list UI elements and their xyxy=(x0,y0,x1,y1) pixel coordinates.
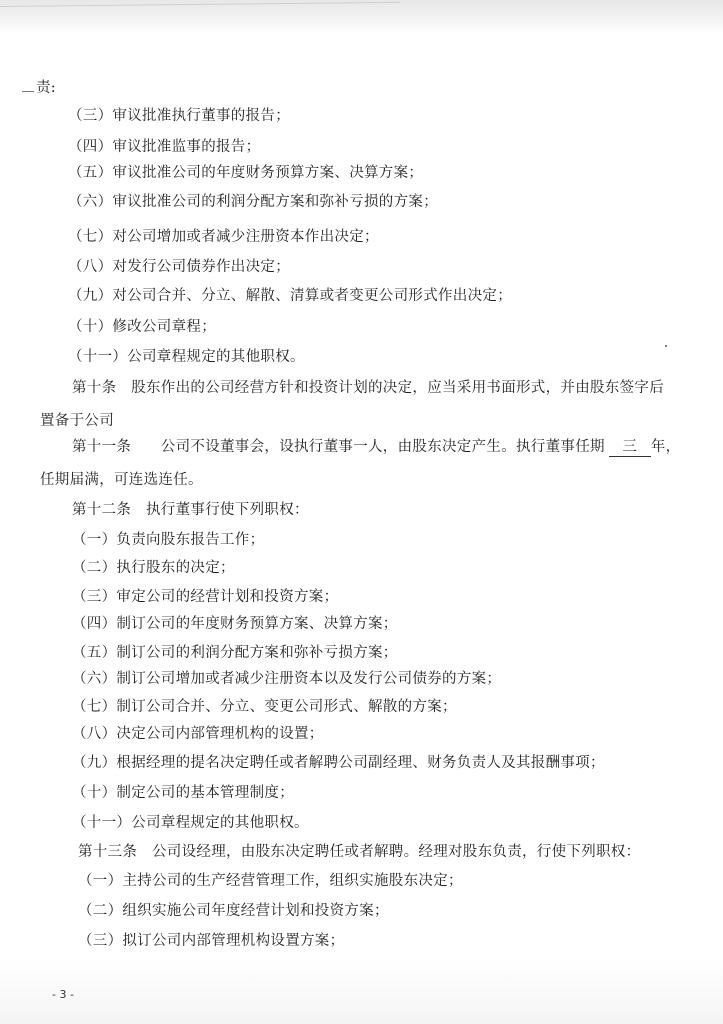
text-line-item: （五）审议批准公司的年度财务预算方案、决算方案； xyxy=(68,165,424,181)
scan-bottom-shadow xyxy=(0,958,723,1024)
term-years-blank: 三 xyxy=(609,438,651,457)
text-line-item: （一）主持公司的生产经营管理工作，组织实施股东决定； xyxy=(78,873,463,889)
text-line-item: （二）组织实施公司年度经营计划和投资方案； xyxy=(78,903,389,919)
text-line-item: （三）审议批准执行董事的报告； xyxy=(68,108,290,124)
text-line-item: （六）审议批准公司的利润分配方案和弥补亏损的方案； xyxy=(68,194,438,210)
text-line-item: （十一）公司章程规定的其他职权。 xyxy=(72,815,309,831)
text-line-item: （八）决定公司内部管理机构的设置； xyxy=(72,726,324,742)
text-line-item: （一）负责向股东报告工作； xyxy=(72,532,265,548)
text-line-item: （七）对公司增加或者减少注册资本作出决定； xyxy=(68,229,379,245)
text-line-item: （十一）公司章程规定的其他职权。 xyxy=(68,349,305,365)
scan-mark xyxy=(22,91,34,92)
text-line-item: （七）制订公司合并、分立、变更公司形式、解散的方案； xyxy=(72,699,457,715)
article-11-heading xyxy=(72,437,680,457)
text-line-item: （二）执行股东的决定； xyxy=(72,560,235,576)
text-line-item: （十）制定公司的基本管理制度； xyxy=(72,785,294,801)
page-number: - 3 - xyxy=(52,988,74,1001)
text-line-continuation: 任期届满，可连选连任。 xyxy=(40,472,203,488)
text-line-item: （九）根据经理的提名决定聘任或者解聘公司副经理、财务负责人及其报酬事项； xyxy=(72,755,605,771)
text-line-item: （八）对发行公司债券作出决定； xyxy=(68,259,290,275)
text-line-item: （十）修改公司章程； xyxy=(68,319,216,335)
text-line-item: （六）制订公司增加或者减少注册资本以及发行公司债券的方案； xyxy=(72,671,502,687)
text-line-item: （三）审定公司的经营计划和投资方案； xyxy=(72,589,339,605)
scan-speck xyxy=(665,345,667,347)
text-line-item: （九）对公司合并、分立、解散、清算或者变更公司形式作出决定； xyxy=(68,288,512,304)
text-line-continuation: 责: xyxy=(36,80,56,96)
article-11-suffix: 年， xyxy=(650,439,681,455)
text-line-item: （三）拟订公司内部管理机构设置方案； xyxy=(78,933,345,949)
text-line-item: （五）制订公司的利润分配方案和弥补亏损方案； xyxy=(72,645,398,661)
article-11-text: 第十一条 公司不设董事会，设执行董事一人，由股东决定产生。执行董事任期 xyxy=(72,439,605,455)
text-line-continuation: 置备于公司 xyxy=(40,413,114,429)
article-12-heading: 第十二条 执行董事行使下列职权： xyxy=(72,502,309,518)
article-13-heading: 第十三条 公司设经理，由股东决定聘任或者解聘。经理对股东负责，行使下列职权： xyxy=(78,844,641,860)
text-line-item: （四）制订公司的年度财务预算方案、决算方案； xyxy=(72,616,398,632)
text-line-item: （四）审议批准监事的报告； xyxy=(68,139,261,155)
article-10-heading: 第十条 股东作出的公司经营方针和投资计划的决定，应当采用书面形式，并由股东签字后 xyxy=(72,380,664,396)
